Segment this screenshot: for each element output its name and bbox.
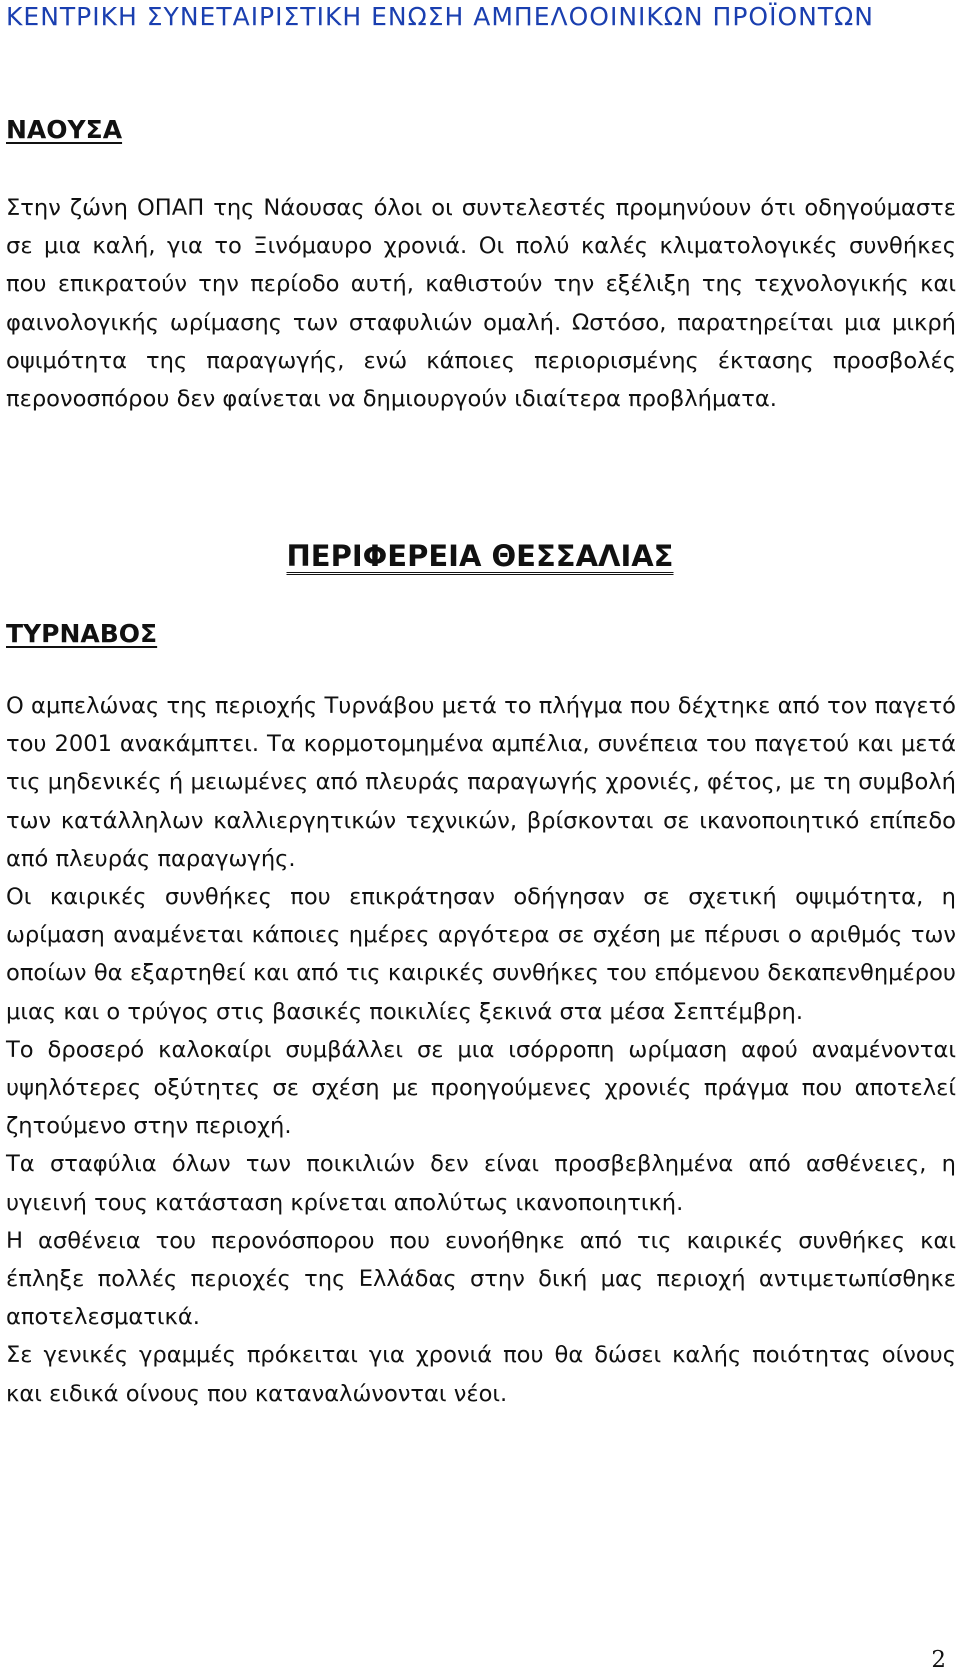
paragraph-naousa — [6, 189, 956, 418]
paragraph-tyrnavos-1: Ο αμπελώνας της περιοχής Τυρνάβου μετά το πλήγμα που δέχτηκε από τον παγετό του 2001 ανακάμπτει. Τα κορμοτομημένα αμπέλια, συνέπεια του παγετού και μετά τις μηδενικές ή μειωμένες από πλευράς παραγωγής χρονιές, φέτος, με τη συμβολή των κατάλληλων καλλιεργητικών τεχνικών, βρίσκονται σε ικανοποιητικό επίπεδο από πλευράς παραγωγής. — [6, 693, 956, 872]
paragraph-tyrnavos-4: Τα σταφύλια όλων των ποικιλιών δεν είναι προσβεβλημένα από ασθένειες, η υγιεινή τους κατάσταση κρίνεται απολύτως ικανοποιητική. — [6, 1151, 956, 1216]
page-number: 2 — [931, 1647, 946, 1673]
paragraph-tyrnavos-6: Σε γενικές γραμμές πρόκειται για χρονιά που θα δώσει καλής ποιότητας οίνους και ειδικά οίνους που καταναλώνονται νέοι. — [6, 1342, 956, 1407]
document-header: ΚΕΝΤΡΙΚΗ ΣΥΝΕΤΑΙΡΙΣΤΙΚΗ ΕΝΩΣΗ ΑΜΠΕΛΟΟΙΝΙΚΩΝ ΠΡΟΪΟΝΤΩΝ — [6, 2, 874, 31]
section-title-naousa: ΝΑΟΥΣΑ — [6, 115, 123, 144]
paragraphs-tyrnavos — [6, 687, 956, 1413]
paragraph-text: Στην ζώνη ΟΠΑΠ της Νάουσας όλοι οι συντελεστές προμηνύουν ότι οδηγούμαστε σε μια καλή, για το Ξινόμαυρο χρονιά. Οι πολύ καλές κλιματολογικές συνθήκες που επικρατούν την περίοδο αυτή, καθιστούν την εξέλιξη της τεχνολογικής και φαινολογικής ωρίμασης των σταφυλιών ομαλή. Ωστόσο, παρατηρείται μια μικρή οψιμότητα της παραγωγής, ενώ κάποιες περιορισμένης έκτασης προσβολές περονοσπόρου δεν φαίνεται να δημιουργούν ιδιαίτερα προβλήματα. — [6, 195, 956, 413]
paragraph-tyrnavos-2: Οι καιρικές συνθήκες που επικράτησαν οδήγησαν σε σχετική οψιμότητα, η ωρίμαση αναμένεται κάποιες ημέρες αργότερα σε σχέση με πέρυσι ο αριθμός των οποίων θα εξαρτηθεί και από τις καιρικές συνθήκες του επόμενου δεκαπενθημέρου μιας και ο τρύγος στις βασικές ποικιλίες ξεκινά στα μέσα Σεπτέμβρη. — [6, 884, 956, 1025]
region-heading-thessaly: ΠΕΡΙΦΕΡΕΙΑ ΘΕΣΣΑΛΙΑΣ — [286, 539, 674, 573]
paragraph-tyrnavos-5: Η ασθένεια του περονόσπορου που ευνοήθηκε από τις καιρικές συνθήκες και έπληξε πολλές περιοχές της Ελλάδας στην δική μας περιοχή αντιμετωπίσθηκε αποτελεσματικά. — [6, 1227, 956, 1331]
section-title-tyrnavos: ΤΥΡΝΑΒΟΣ — [6, 619, 158, 648]
paragraph-tyrnavos-3: Το δροσερό καλοκαίρι συμβάλλει σε μια ισόρροπη ωρίμαση αφού αναμένονται υψηλότερες οξύτητες σε σχέση με προηγούμενες χρονιές πράγμα που αποτελεί ζητούμενο στην περιοχή. — [6, 1036, 956, 1140]
